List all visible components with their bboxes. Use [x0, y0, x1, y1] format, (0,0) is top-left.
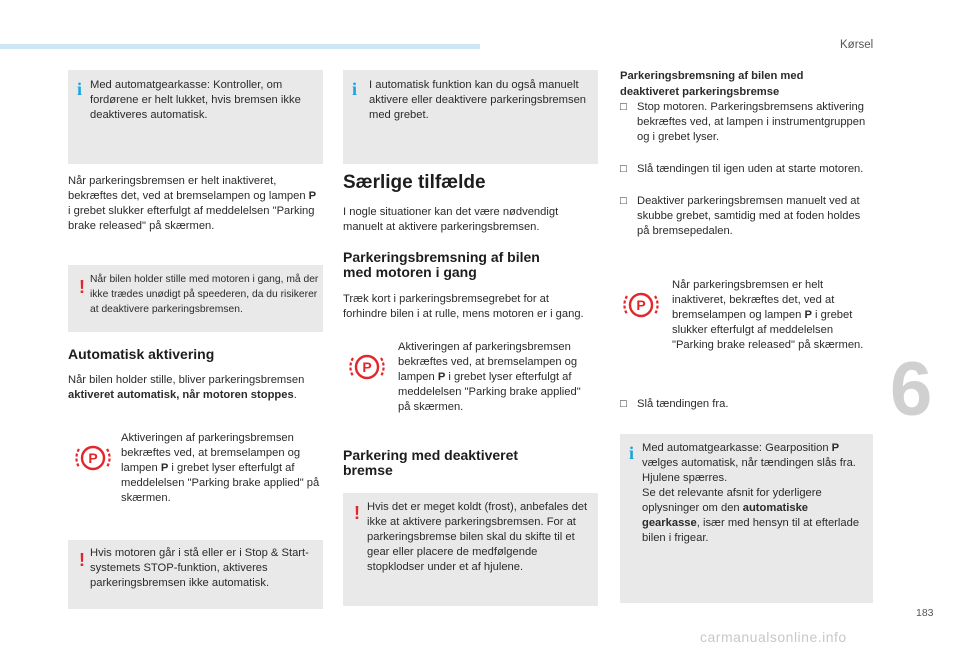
parking-brake-icon — [72, 437, 114, 479]
warning-flag-icon: ! — [79, 550, 85, 570]
parking-brake-icon — [346, 346, 388, 388]
step-bullet-icon: □ — [620, 398, 627, 410]
step-item: □ Stop motoren. Parkeringsbremsens aktivering bekræftes ved, at lampen i instrumentgruppen og i grebet lyser. — [620, 101, 866, 143]
heading-automatic-activation: Automatisk aktivering — [68, 346, 215, 362]
icon-note-brake-applied: Aktiveringen af parkeringsbremsen bekræftes ved, at bremselampen og lampen P i grebet lyser efterfulgt af meddelelsen "Parking brake applied" på skærmen. — [398, 341, 581, 413]
info-box-text: Med automatgearkasse: Gearposition P vælges automatisk, når tændingen slås fra. Hjulene spærres. Se det relevante afsnit for yderligere oplysninger om den automatiske gearkasse, især med hensyn til at efterlade bilen i frigear. — [642, 442, 860, 544]
warning-box-frost — [343, 493, 598, 606]
info-box-automatic-gearbox — [68, 70, 323, 164]
info-flag-icon: i — [629, 443, 635, 463]
warning-box-text: Hvis motoren går i stå eller er i Stop & Start-systemets STOP-funktion, aktiveres parkeringsbremsen ikke automatisk. — [90, 547, 309, 589]
icon-note-brake-applied: Aktiveringen af parkeringsbremsen bekræftes ved, at bremselampen og lampen P i grebet lyser efterfulgt af meddelelsen "Parking brake applied" på skærmen. — [121, 432, 320, 504]
heading-braking-engine-running: Parkeringsbremsning af bilen med motoren i gang — [343, 249, 540, 280]
info-box-text: I automatisk funktion kan du også manuelt aktivere eller deaktivere parkeringsbremsen med grebet. — [369, 79, 587, 121]
svg-text:P: P — [362, 359, 372, 375]
heading-deactivated-parking-brake: Parkeringsbremsning af bilen med deaktiveret parkeringsbremse — [620, 70, 804, 98]
warning-flag-icon: ! — [79, 277, 85, 297]
info-box-gear-position — [620, 434, 873, 603]
step-bullet-icon: □ — [620, 195, 627, 207]
paragraph-automatic-activation: Når bilen holder stille, bliver parkeringsbremsen aktiveret automatisk, når motoren stoppes. — [68, 374, 305, 401]
paragraph-pull-lever: Træk kort i parkeringsbremsegrebet for at forhindre bilen i at rulle, mens motoren er i gang. — [343, 293, 584, 320]
warning-box-accelerator — [68, 265, 323, 332]
section-title-special-cases: Særlige tilfælde — [343, 172, 486, 193]
info-box-manual-control — [343, 70, 598, 164]
header-accent-bar — [0, 44, 480, 49]
svg-text:P: P — [636, 297, 646, 313]
paragraph-special-cases-intro: I nogle situationer kan det være nødvendigt manuelt at aktivere parkeringsbremsen. — [343, 206, 559, 233]
watermark: carmanualsonline.info — [700, 629, 847, 645]
info-box-text: Med automatgearkasse: Kontroller, om fordørene er helt lukket, hvis bremsen ikke deaktiveres automatisk. — [90, 79, 301, 121]
warning-box-stop-start — [68, 540, 323, 609]
svg-text:P: P — [88, 450, 98, 466]
step-bullet-icon: □ — [620, 163, 627, 175]
section-title: Kørsel — [840, 39, 874, 51]
page-number: 183 — [916, 607, 934, 619]
info-flag-icon: i — [77, 79, 83, 99]
warning-box-text: Hvis det er meget koldt (frost), anbefales det ikke at aktivere parkeringsbremsen. For at parkeringsbremse bilen skal du skifte til et gear eller placere de medfølgende stopklodser under et af hjulene. — [367, 501, 588, 573]
step-item: □ Deaktiver parkeringsbremsen manuelt ved at skubbe grebet, samtidig med at foden holdes på bremsepedalen. — [620, 195, 861, 237]
step-bullet-icon: □ — [620, 101, 627, 113]
parking-brake-icon — [620, 284, 662, 326]
heading-parking-deactivated-brake: Parkering med deaktiveret bremse — [343, 447, 519, 478]
step-item: □ Slå tændingen fra. — [620, 398, 729, 410]
step-list-final — [620, 397, 872, 412]
warning-box-text: Når bilen holder stille med motoren i gang, må der ikke trædes unødigt på speederen, da du risikerer at deaktivere parkeringsbremsen. — [90, 274, 319, 315]
info-flag-icon: i — [352, 79, 358, 99]
step-list — [620, 100, 872, 239]
icon-note-brake-released: Når parkeringsbremsen er helt inaktiveret, bekræftes det, ved at bremselampen og lampen P i grebet slukker efterfulgt af meddelelsen "Parking brake released" på skærmen. — [672, 279, 864, 351]
chapter-number: 6 — [890, 347, 933, 432]
step-item: □ Slå tændingen til igen uden at starte motoren. — [620, 163, 864, 175]
paragraph-release-confirm: Når parkeringsbremsen er helt inaktiveret, bekræftes det, ved at bremselampen og lampen P i grebet slukker efterfulgt af meddelelsen "Parking brake released" på skærmen. — [68, 175, 317, 232]
warning-flag-icon: ! — [354, 503, 360, 523]
